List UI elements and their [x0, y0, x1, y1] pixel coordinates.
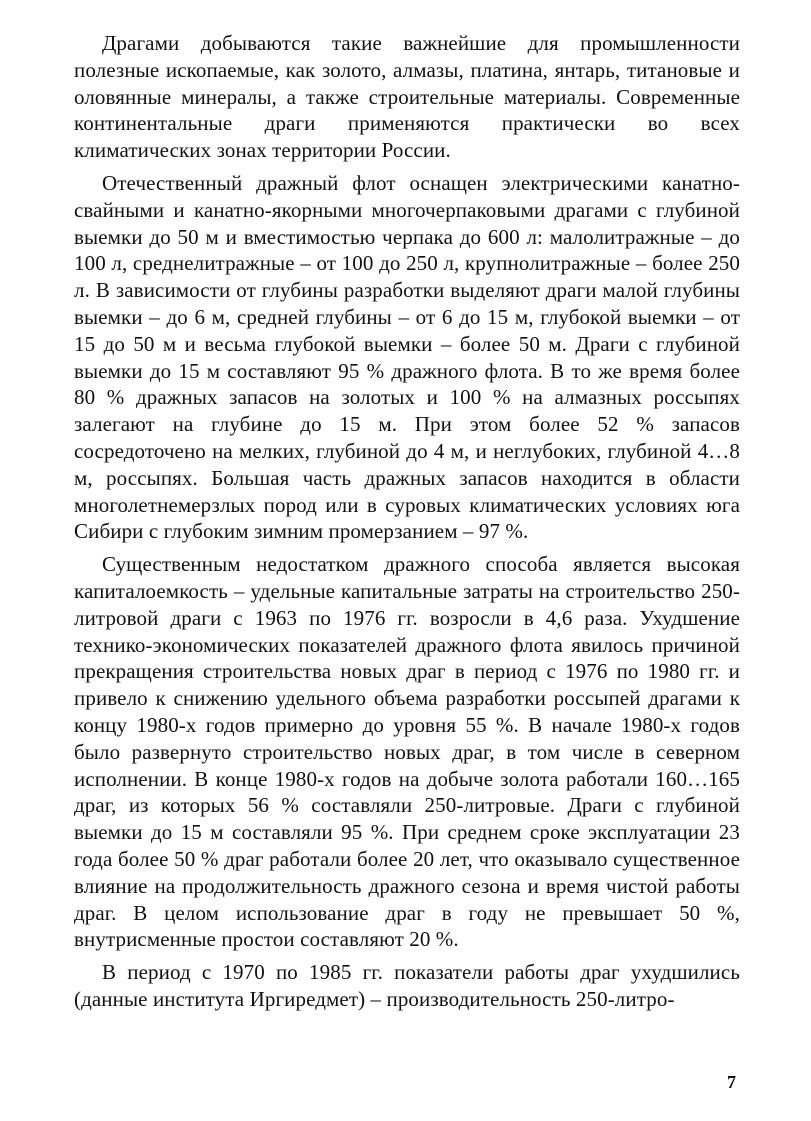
- paragraph-3: Существенным недостатком дражного способа является высокая капиталоемкость – удельные капитальные затраты на строительство 250-литровой драги с 1963 по 1976 гг. возросли в 4,6 раза. Ухудшение технико-экономических показателей дражного флота явилось причиной прекращения строительства новых драг в период с 1976 по 1980 гг. и привело к снижению удельного объема разработки россыпей драгами к концу 1980-х годов примерно до уровня 55 %. В начале 1980-х годов было развернуто строительство новых драг, в том числе в северном исполнении. В конце 1980-х годов на добыче золота работали 160…165 драг, из которых 56 % составляли 250-литровые. Драги с глубиной выемки до 15 м составляли 95 %. При среднем сроке эксплуатации 23 года более 50 % драг работали более 20 лет, что оказывало существенное влияние на продолжительность дражного сезона и время чистой работы драг. В целом использование драг в году не превышает 50 %, внутрисменные простои составляют 20 %.: [74, 552, 740, 952]
- document-page: [74, 30, 740, 1019]
- paragraph-4: В период с 1970 по 1985 гг. показатели работы драг ухудшились (данные института Иргиредмет) – производительность 250-литро-: [74, 960, 740, 1011]
- page-number: 7: [727, 1072, 736, 1092]
- paragraph-2: Отечественный дражный флот оснащен электрическими канатно-свайными и канатно-якорными многочерпаковыми драгами с глубиной выемки до 50 м и вместимостью черпака до 600 л: малолитражные – до 100 л, среднелитражные – от 100 до 250 л, крупнолитражные – более 250 л. В зависимости от глубины разработки выделяют драги малой глубины выемки – до 6 м, средней глубины – от 6 до 15 м, глубокой выемки – от 15 до 50 м и весьма глубокой выемки – более 50 м. Драги с глубиной выемки до 15 м составляют 95 % дражного флота. В то же время более 80 % дражных запасов на золотых и 100 % на алмазных россыпях залегают на глубине до 15 м. При этом более 52 % запасов сосредоточено на мелких, глубиной до 4 м, и неглубоких, глубиной 4…8 м, россыпях. Большая часть дражных запасов находится в области многолетнемерзлых пород или в суровых климатических условиях юга Сибири с глубоким зимним промерзанием – 97 %.: [74, 170, 740, 544]
- paragraph-1: Драгами добываются такие важнейшие для промышленности полезные ископаемые, как золото, алмазы, платина, янтарь, титановые и оловянные минералы, а также строительные материалы. Современные континентальные драги применяются практически во всех климатических зонах территории России.: [74, 31, 740, 163]
